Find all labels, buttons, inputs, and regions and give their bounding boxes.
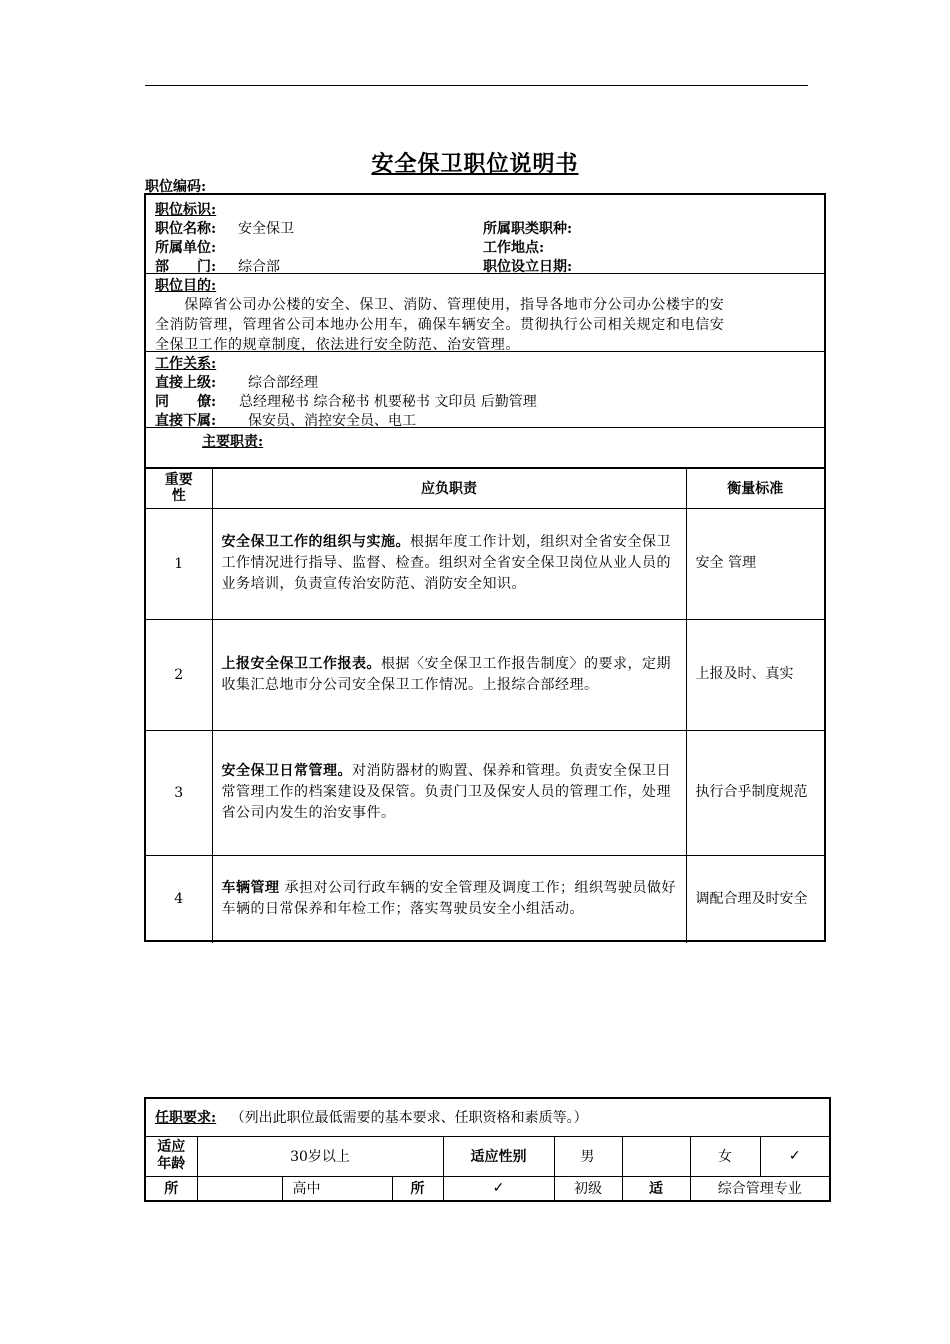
requirements-header-cell	[145, 1098, 830, 1136]
level-value: 初级	[554, 1176, 622, 1201]
education-label: 所	[145, 1176, 197, 1201]
duty-header: 应负职责	[212, 468, 686, 508]
purpose-line: 全保卫工作的规章制度，依法进行安全防范、治安管理。	[155, 337, 520, 353]
requirements-note: （列出此职位最低需要的基本要求、任职资格和素质等。）	[230, 1110, 588, 1127]
age-label: 适应年龄	[145, 1136, 197, 1176]
female-label: 女	[690, 1136, 760, 1176]
purpose-line: 保障省公司办公楼的安全、保卫、消防、管理使用，指导各地市分公司办公楼宇的安	[155, 297, 725, 313]
duty-cell	[212, 855, 686, 943]
subordinates-value: 保安员、消控安全员、电工	[248, 413, 416, 429]
requirements-label: 任职要求:	[155, 1110, 217, 1127]
standard-cell: 执行合乎制度规范	[686, 730, 824, 855]
relations-section-label: 工作关系:	[155, 356, 217, 372]
category-label: 所属职类职种:	[483, 221, 573, 237]
position-code-label: 职位编码:	[145, 179, 207, 195]
peers-label: 同 僚:	[155, 394, 217, 410]
establish-date-label: 职位设立日期:	[483, 259, 573, 275]
department-label: 部 门:	[155, 259, 217, 275]
duty-title: 安全保卫工作的组织与实施。	[221, 534, 410, 550]
identity-section-label: 职位标识:	[155, 202, 217, 218]
certificate-label: 所	[392, 1176, 443, 1201]
purpose-section-label: 职位目的:	[155, 278, 217, 294]
major-value: 综合管理专业	[690, 1176, 830, 1201]
table-row	[146, 619, 824, 730]
job-description-box	[144, 193, 826, 942]
subordinates-label: 直接下属:	[155, 413, 217, 429]
duty-cell	[212, 508, 686, 619]
duty-text: 承担对公司行政车辆的安全管理及调度工作；组织驾驶员做好车辆的日常保养和年检工作；落实驾驶员安全小组活动。	[221, 880, 676, 918]
requirements-header-row	[145, 1098, 830, 1136]
male-check[interactable]	[622, 1136, 690, 1176]
row-number: 3	[146, 730, 212, 855]
relations-section	[146, 352, 824, 428]
duty-text: 对消防器材的购置、保养和管理。负责安全保卫日常管理工作的档案建设及保管。负责门卫及保安人员的管理工作，处理省公司内发生的治安事件。	[221, 763, 671, 821]
duty-title: 上报安全保卫工作报表。	[221, 655, 381, 672]
page-title: 安全保卫职位说明书	[371, 151, 579, 177]
standard-cell: 调配合理及时安全	[686, 855, 824, 943]
requirements-table	[144, 1097, 831, 1202]
age-gender-row	[145, 1136, 830, 1176]
location-label: 工作地点:	[483, 240, 545, 256]
department-value: 综合部	[238, 259, 280, 275]
main-duties-label	[202, 431, 263, 451]
position-name-label: 职位名称:	[155, 221, 217, 237]
certificate-check[interactable]: ✓	[443, 1176, 554, 1201]
duties-header-row	[146, 468, 824, 508]
standard-cell: 安全 管理	[686, 508, 824, 619]
male-label: 男	[554, 1136, 622, 1176]
row-number: 1	[146, 508, 212, 619]
identity-section	[146, 195, 824, 274]
importance-header: 重要性	[146, 468, 212, 508]
table-row	[146, 508, 824, 619]
row-number: 2	[146, 619, 212, 730]
superior-value: 综合部经理	[248, 375, 318, 391]
female-check[interactable]: ✓	[760, 1136, 830, 1176]
purpose-line: 全消防管理，管理省公司本地办公用车，确保车辆安全。贯彻执行公司相关规定和电信安	[155, 317, 725, 333]
row-number: 4	[146, 855, 212, 943]
duty-title: 车辆管理	[221, 880, 280, 897]
header-rule	[145, 85, 808, 86]
table-row	[146, 730, 824, 855]
standard-cell: 上报及时、真实	[686, 619, 824, 730]
major-label: 适	[622, 1176, 690, 1201]
duties-table	[146, 467, 824, 943]
duty-text: 根据年度工作计划，组织对全省安全保卫工作情况进行指导、监督、检查。组织对全省安全保卫岗位从业人员的业务培训，负责宣传治安防范、消防安全知识。	[221, 534, 671, 592]
superior-label: 直接上级:	[155, 375, 217, 391]
standard-header: 衡量标准	[686, 468, 824, 508]
table-row	[146, 855, 824, 943]
position-name-value: 安全保卫	[238, 221, 294, 237]
age-value: 30岁以上	[197, 1136, 443, 1176]
duty-cell	[212, 730, 686, 855]
education-blank	[197, 1176, 282, 1201]
duty-title: 安全保卫日常管理。	[221, 763, 352, 779]
main-duties-label-text: 主要职责:	[202, 434, 264, 450]
gender-label: 适应性别	[443, 1136, 554, 1176]
duty-text: 根据〈安全保卫工作报告制度〉的要求，定期收集汇总地市分公司安全保卫工作情况。上报综合部经理。	[221, 655, 671, 693]
education-value: 高中	[282, 1176, 392, 1201]
unit-label: 所属单位:	[155, 240, 217, 256]
duty-cell	[212, 619, 686, 730]
education-row	[145, 1176, 830, 1201]
peers-value: 总经理秘书 综合秘书 机要秘书 文印员 后勤管理	[239, 394, 537, 410]
purpose-section	[146, 274, 824, 352]
